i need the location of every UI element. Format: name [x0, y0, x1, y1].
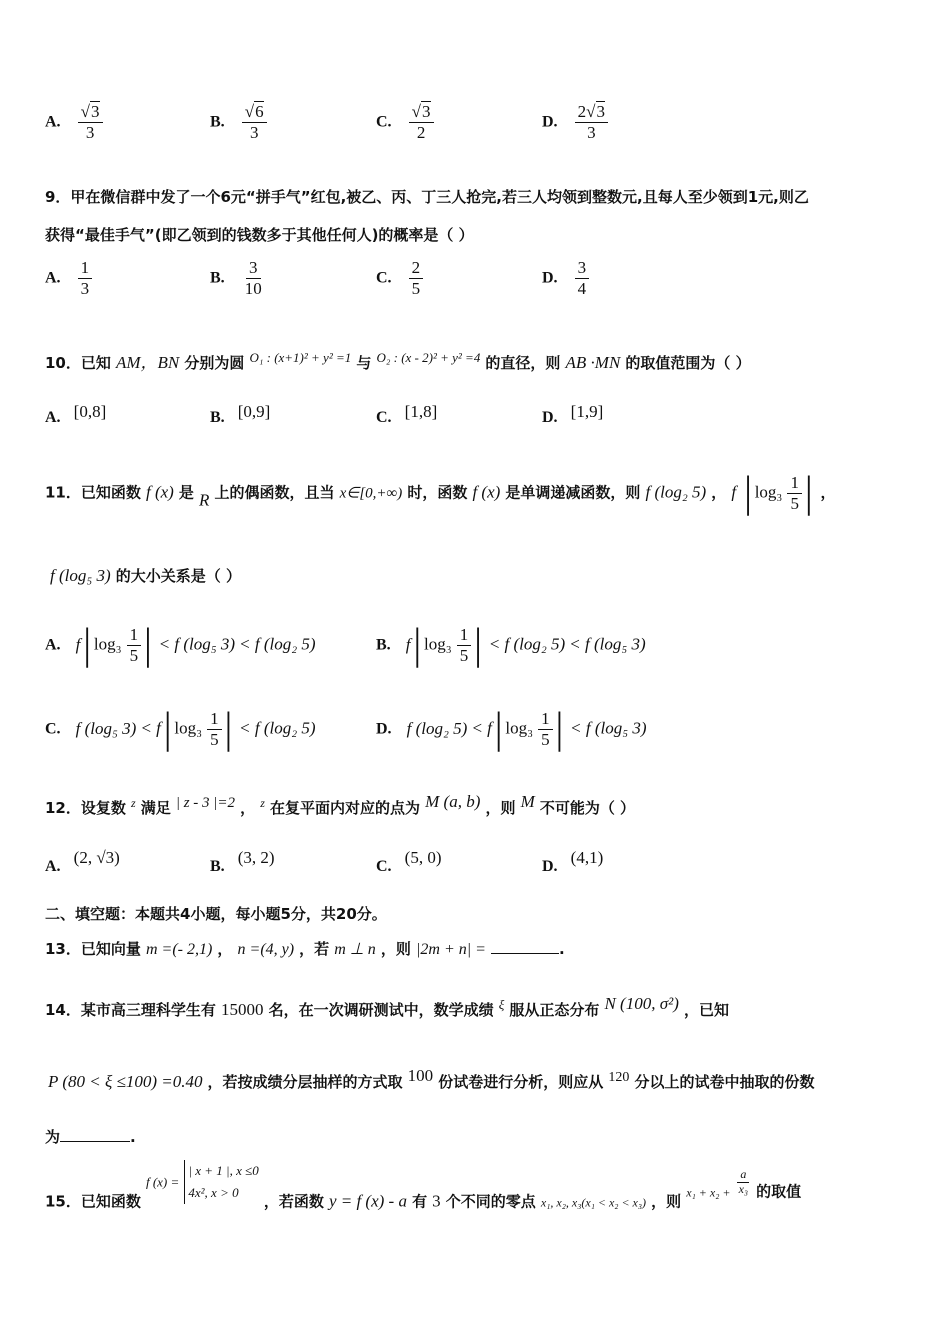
q11-option-d[interactable]: D. f (log₂ 5) < f|log₃ $\frac{1}{5}$ | < f (log₅ 3) — [376, 706, 647, 752]
q12-option-d[interactable] — [542, 848, 603, 876]
option-label: A. — [45, 636, 61, 654]
q15-stem: 15．已知函数 f (x) = | x + 1 |, x ≤0 4x², x > 0 ，若函数 y = f (x) - a 有 3 个不同的零点 $_{x_1, x_2, x_3(x_1 < x_2 < x_3)}$ ，则 $_{x_1 + x_2 +}$ $\frac{a}{\text{x₃}}$ 的取值 — [45, 1160, 801, 1212]
q14-stem-line1: 14．某市高三理科学生有 15000 名，在一次调研测试中，数学成绩 $^\xi$ 服从正态分布 N (100, σ²) ，已知 — [45, 994, 729, 1019]
option-value: [0,8] — [73, 402, 107, 421]
q11-stem-line2: f (log₅ 3) 的大小关系是（ ） — [50, 566, 242, 585]
q9-option-b[interactable] — [210, 258, 265, 298]
option-label: B. — [210, 269, 225, 287]
q8-option-a[interactable] — [45, 102, 103, 142]
q9-option-d[interactable] — [542, 258, 589, 298]
fraction: $\frac{√3}{2}$ — [409, 102, 434, 142]
option-label: D. — [542, 269, 558, 287]
q10-option-b[interactable] — [210, 402, 270, 427]
q13-stem: 13．已知向量 m =(- 2,1) ， n =(4, y) ，若 m ⊥ n ，则 |2m + n| = . — [45, 940, 565, 958]
q10-option-c[interactable] — [376, 402, 437, 427]
fraction: $\frac{√6}{3}$ — [242, 102, 267, 142]
option-value: (4,1) — [570, 848, 604, 867]
q9-stem-line2: 获得“最佳手气”(即乙领到的钱数多于其他任何人)的概率是（ ） — [45, 226, 474, 244]
option-value: [1,9] — [570, 402, 604, 421]
option-label: A. — [45, 269, 61, 287]
q11-stem-line1: 11．已知函数 f (x) 是 R 上的偶函数，且当 x∈[0,+∞) 时，函数 f (x) 是单调递减函数，则 f (log₂ 5) ， f |log₃ $\frac{1}{5}$ | ， — [45, 470, 836, 516]
option-value: (3, 2) — [237, 848, 275, 867]
option-label: B. — [210, 113, 225, 131]
q8-option-c[interactable] — [376, 102, 434, 142]
q14-stem-line2: P (80 < ξ ≤100) =0.40 ，若按成绩分层抽样的方式取 100 份试卷进行分析，则应从 120 分以上的试卷中抽取的份数 — [48, 1066, 815, 1091]
piecewise-cases: | x + 1 |, x ≤0 4x², x > 0 — [184, 1160, 258, 1204]
option-label: C. — [45, 720, 61, 738]
option-label: D. — [542, 409, 558, 426]
option-label: A. — [45, 409, 61, 426]
option-label: C. — [376, 113, 392, 131]
fraction: $\frac{a}{\text{x₃}}$ — [738, 1166, 749, 1196]
q12-stem: 12．设复数 $^z$ 满足 | z - 3 |=2 ， $^z$ 在复平面内对应的点为 M (a, b) ，则 M 不可能为（ ） — [45, 792, 636, 817]
section-heading: 二、填空题：本题共4小题，每小题5分，共20分。 — [45, 905, 387, 923]
fraction: $\frac{3}{4}$ — [575, 258, 590, 298]
option-value: [0,9] — [237, 402, 271, 421]
fraction: $\frac{√3}{3}$ — [78, 102, 103, 142]
q9-option-c[interactable] — [376, 258, 423, 298]
answer-blank[interactable] — [491, 939, 559, 954]
fraction: $\frac{1}{3}$ — [78, 258, 93, 298]
fraction: $\frac{1}{5}$ — [457, 625, 472, 665]
option-label: C. — [376, 409, 392, 426]
option-value: [1,8] — [404, 402, 438, 421]
option-value: (5, 0) — [404, 848, 442, 867]
q10-option-a[interactable] — [45, 402, 106, 427]
q8-option-b[interactable] — [210, 102, 267, 142]
fraction: $\frac{2}{5}$ — [409, 258, 424, 298]
q11-option-c[interactable]: C. f (log₅ 3) < f|log₃ $\frac{1}{5}$ | < f (log₂ 5) — [45, 706, 316, 752]
option-value: (2, √3) — [73, 848, 120, 867]
fraction: $\frac{1}{5}$ — [127, 625, 142, 665]
option-label: C. — [376, 269, 392, 287]
fraction: $\frac{3}{10}$ — [244, 258, 262, 298]
option-label: B. — [210, 858, 225, 875]
q10-option-d[interactable] — [542, 402, 603, 427]
q12-option-b[interactable] — [210, 848, 275, 876]
option-label: C. — [376, 858, 392, 875]
option-label: A. — [45, 113, 61, 131]
q12-option-c[interactable] — [376, 848, 441, 876]
fraction: $\frac{1}{5}$ — [787, 473, 802, 513]
q12-option-a[interactable] — [45, 848, 120, 876]
q10-stem: 10．已知 AM，BN 分别为圆 $^{O_1 : (x+1)^2 + y^2 =1}$ 与 $^{O_2 : (x - 2)^2 + y^2 =4}$ 的直径，则 AB ·MN 的取值范围为（ ） — [45, 350, 751, 372]
option-label: D. — [376, 720, 392, 738]
answer-blank[interactable] — [60, 1127, 130, 1142]
q11-option-b[interactable]: B. f|log₃ $\frac{1}{5}$ | < f (log₂ 5) < f (log₅ 3) — [376, 622, 646, 668]
fraction: $\frac{1}{5}$ — [207, 709, 222, 749]
q11-option-a[interactable]: A. f|log₃ $\frac{1}{5}$ | < f (log₅ 3) < f (log₂ 5) — [45, 622, 316, 668]
option-label: A. — [45, 858, 61, 875]
fraction: $\frac{1}{5}$ — [538, 709, 553, 749]
q8-option-d[interactable] — [542, 102, 608, 142]
q9-option-a[interactable] — [45, 258, 92, 298]
option-label: D. — [542, 858, 558, 875]
option-label: B. — [376, 636, 391, 654]
q9-stem-line1: 9．甲在微信群中发了一个6元“拼手气”红包,被乙、丙、丁三人抢完,若三人均领到整数元,且每人至少领到1元,则乙 — [45, 188, 809, 206]
q14-stem-line3: 为 . — [45, 1128, 136, 1146]
option-label: D. — [542, 113, 558, 131]
fraction: $\frac{2√3}{3}$ — [575, 102, 608, 142]
option-label: B. — [210, 409, 225, 426]
